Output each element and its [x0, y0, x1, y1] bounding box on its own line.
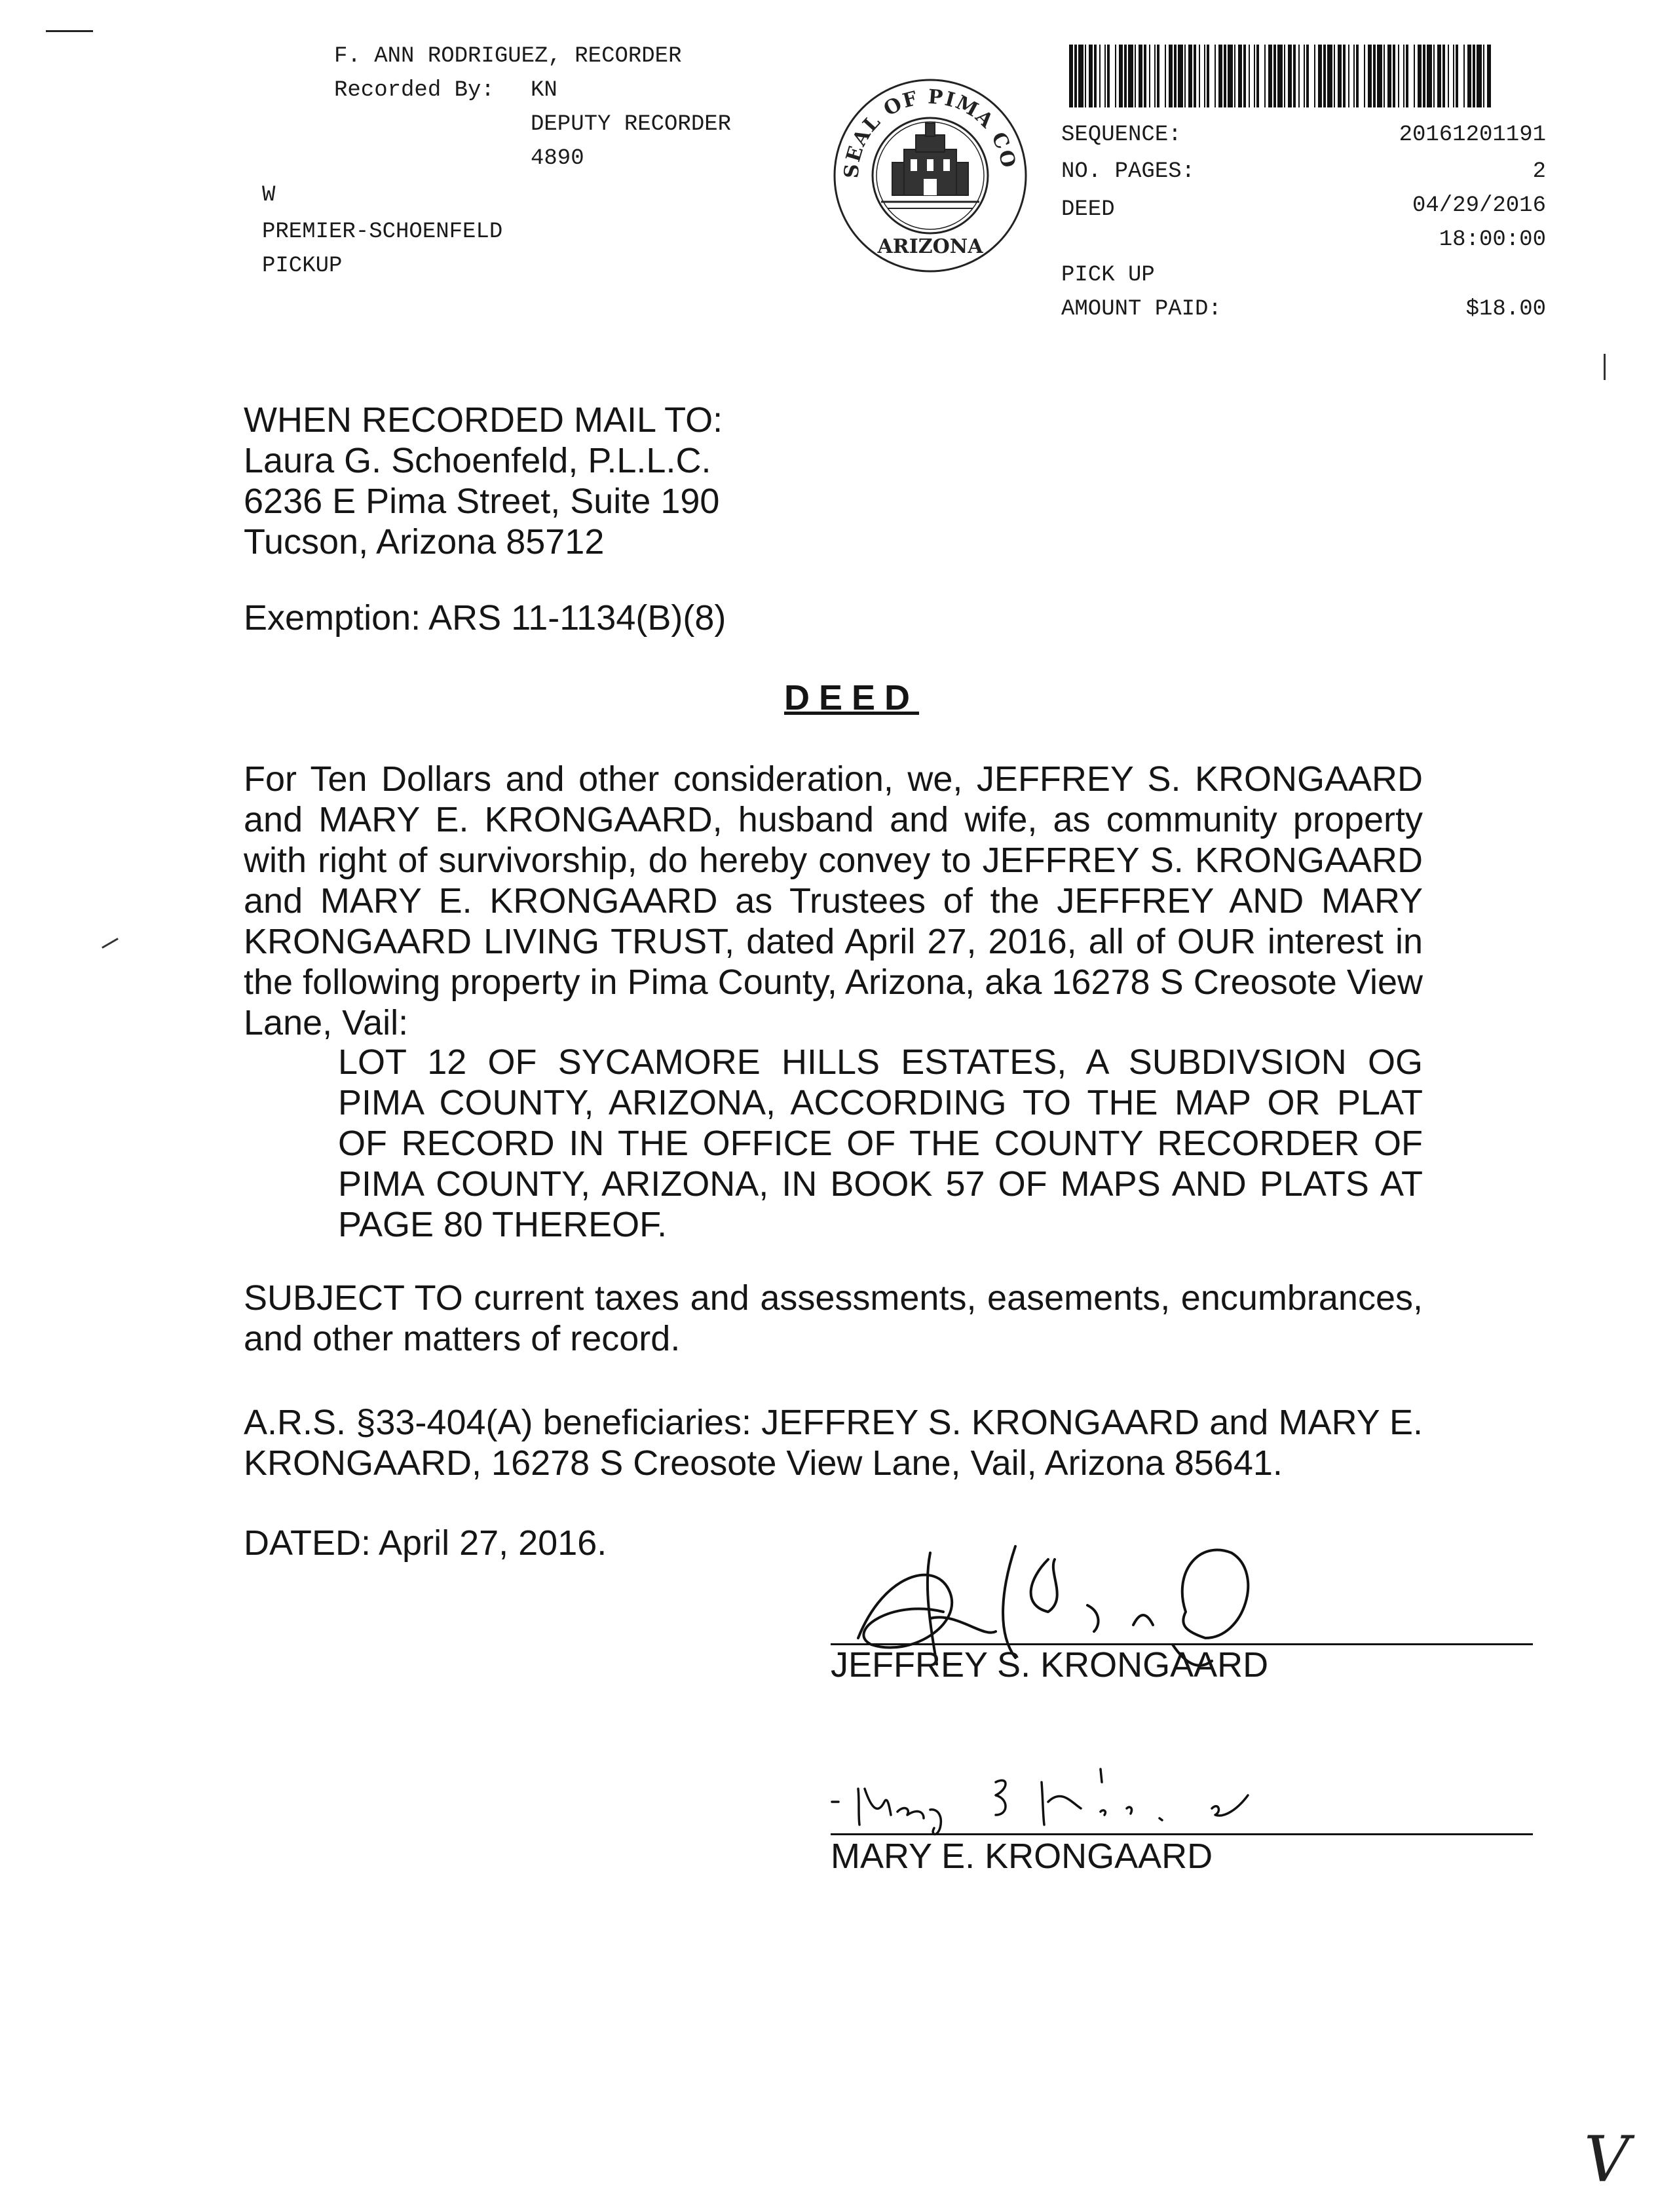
- barcode-bar: [1165, 45, 1166, 107]
- barcode-bar: [1194, 45, 1196, 107]
- conveyance-paragraph: For Ten Dollars and other consideration, we, JEFFREY S. KRONGAARD and MARY E. KRONGAARD, husband and wife, as community property with right of survivorship, do hereby convey to JEFFREY S. KRONGAARD and MARY E. KRONGAARD as Trustees of the JEFFREY AND MARY KRONGAARD LIVING TRUST, dated April 27, 2016, all of OUR interest in the following property in Pima County, Arizona, aka 16278 S Creosote View Lane, Vail:: [244, 759, 1423, 1042]
- barcode-bar: [1467, 45, 1471, 107]
- pages-label: NO. PAGES:: [1061, 159, 1196, 184]
- dated-line: DATED: April 27, 2016.: [244, 1523, 607, 1563]
- barcode-bar: [1104, 45, 1106, 107]
- barcode-bar: [1314, 45, 1315, 107]
- pickup-label: PICK UP: [1061, 263, 1155, 288]
- seal-text-top: SEAL OF PIMA CO: [840, 85, 1020, 180]
- recorder-name: F. ANN RODRIGUEZ, RECORDER: [334, 44, 682, 69]
- barcode-bar: [1348, 45, 1349, 107]
- barcode-bar: [1356, 45, 1359, 107]
- barcode-bar: [1306, 45, 1309, 107]
- barcode-bar: [1144, 45, 1146, 107]
- sequence-value: 20161201191: [1399, 123, 1546, 147]
- barcode-bar: [1238, 45, 1242, 107]
- barcode-bar: [1207, 45, 1209, 107]
- barcode-bar: [1318, 45, 1322, 107]
- subject-to-paragraph: SUBJECT TO current taxes and assessments, easements, encumbrances, and other matters of record.: [244, 1278, 1423, 1358]
- barcode-bar: [1477, 45, 1482, 107]
- signature-mary: [812, 1763, 1402, 1841]
- barcode-bar: [1085, 45, 1086, 107]
- legal-description: LOT 12 OF SYCAMORE HILLS ESTATES, A SUBDIVSION OG PIMA COUNTY, ARIZONA, ACCORDING TO THE MAP OR PLAT OF RECORD IN THE OFFICE OF THE COUNTY RECORDER OF PIMA COUNTY, ARIZONA, IN BOOK 57 OF MAPS AND PLATS AT PAGE 80 THEREOF.: [338, 1042, 1423, 1244]
- barcode-bar: [1199, 45, 1200, 107]
- barcode-bar: [1453, 45, 1454, 107]
- deputy-number: 4890: [531, 146, 584, 171]
- delivery-method: PICKUP: [262, 254, 343, 278]
- barcode-bar: [1433, 45, 1435, 107]
- barcode-bar: [1377, 45, 1382, 107]
- barcode-bar: [1268, 45, 1272, 107]
- barcode-bar: [1254, 45, 1255, 107]
- submitter: PREMIER-SCHOENFELD: [262, 219, 503, 244]
- barcode-bar: [1406, 45, 1408, 107]
- barcode-bar: [1169, 45, 1173, 107]
- barcode-bar: [1115, 45, 1116, 107]
- barcode-bar: [1304, 45, 1305, 107]
- barcode-bar: [1154, 45, 1156, 107]
- barcode-bar: [1298, 45, 1300, 107]
- recorder-mark: W: [262, 183, 276, 208]
- barcode-bar: [1427, 45, 1432, 107]
- barcode-bar: [1157, 45, 1159, 107]
- barcode: [1068, 45, 1494, 107]
- barcode-bar: [1393, 45, 1395, 107]
- barcode-bar: [1119, 45, 1123, 107]
- barcode-bar: [1387, 45, 1391, 107]
- barcode-bar: [1099, 45, 1101, 107]
- barcode-bar: [1284, 45, 1285, 107]
- barcode-bar: [1188, 45, 1192, 107]
- barcode-bar: [1487, 45, 1491, 107]
- mail-to-street: 6236 E Pima Street, Suite 190: [244, 482, 720, 521]
- barcode-bar: [1327, 45, 1332, 107]
- barcode-bar: [1204, 45, 1205, 107]
- recorded-by-label: Recorded By:: [334, 78, 495, 103]
- signer-name-1: JEFFREY S. KRONGAARD: [831, 1645, 1269, 1685]
- recording-time: 18:00:00: [1439, 227, 1546, 252]
- pages-value: 2: [1532, 159, 1546, 184]
- barcode-bar: [1483, 45, 1484, 107]
- seal-text-bottom: ARIZONA: [877, 235, 983, 258]
- barcode-bar: [1414, 45, 1415, 107]
- barcode-bar: [1178, 45, 1183, 107]
- county-seal: [832, 77, 1028, 274]
- barcode-bar: [1139, 45, 1142, 107]
- margin-dash: [46, 30, 93, 32]
- barcode-bar: [1149, 45, 1150, 107]
- barcode-bar: [1418, 45, 1422, 107]
- deputy-title: DEPUTY RECORDER: [531, 112, 732, 137]
- barcode-bar: [1373, 45, 1376, 107]
- barcode-bar: [1184, 45, 1186, 107]
- barcode-bar: [1364, 45, 1365, 107]
- barcode-bar: [1078, 45, 1083, 107]
- barcode-bar: [1384, 45, 1385, 107]
- barcode-bar: [1224, 45, 1226, 107]
- signer-name-2: MARY E. KRONGAARD: [831, 1837, 1213, 1876]
- barcode-bar: [1249, 45, 1250, 107]
- barcode-bar: [1442, 45, 1445, 107]
- barcode-bar: [1174, 45, 1177, 107]
- amount-value: $18.00: [1465, 297, 1546, 322]
- barcode-bar: [1368, 45, 1372, 107]
- mail-to-block: [244, 400, 1030, 562]
- barcode-bar: [1128, 45, 1133, 107]
- barcode-bar: [1334, 45, 1335, 107]
- barcode-bar: [1218, 45, 1222, 107]
- barcode-bar: [1094, 45, 1097, 107]
- barcode-bar: [1448, 45, 1449, 107]
- page-title: DEED: [783, 678, 920, 717]
- exemption: Exemption: ARS 11-1134(B)(8): [244, 598, 726, 638]
- barcode-bar: [1124, 45, 1127, 107]
- seal-graphic: [832, 77, 1028, 274]
- barcode-bar: [1264, 45, 1266, 107]
- barcode-bar: [1473, 45, 1475, 107]
- barcode-bar: [1215, 45, 1216, 107]
- recorder-block: [262, 39, 786, 288]
- amount-label: AMOUNT PAID:: [1061, 297, 1222, 322]
- barcode-bar: [1243, 45, 1246, 107]
- barcode-bar: [1277, 45, 1283, 107]
- barcode-bar: [1353, 45, 1355, 107]
- mail-to-name: Laura G. Schoenfeld, P.L.L.C.: [244, 441, 711, 480]
- barcode-bar: [1074, 45, 1077, 107]
- recording-info: [1061, 118, 1546, 328]
- margin-scribble: [102, 938, 119, 949]
- barcode-bar: [1288, 45, 1292, 107]
- barcode-bar: [1403, 45, 1404, 107]
- barcode-bar: [1089, 45, 1093, 107]
- document-type: DEED: [1061, 197, 1115, 222]
- barcode-bar: [1398, 45, 1399, 107]
- barcode-bar: [1437, 45, 1441, 107]
- barcode-bar: [1338, 45, 1342, 107]
- barcode-bar: [1293, 45, 1296, 107]
- signature-line-2: [831, 1833, 1533, 1835]
- barcode-bar: [1069, 45, 1073, 107]
- barcode-bar: [1234, 45, 1235, 107]
- sequence-label: SEQUENCE:: [1061, 123, 1182, 147]
- barcode-bar: [1107, 45, 1110, 107]
- barcode-bar: [1273, 45, 1276, 107]
- barcode-bar: [1135, 45, 1136, 107]
- mail-to-city: Tucson, Arizona 85712: [244, 522, 605, 562]
- barcode-bar: [1463, 45, 1465, 107]
- barcode-bar: [1256, 45, 1259, 107]
- barcode-graphic: [1068, 45, 1494, 107]
- recorded-by-value: KN: [531, 78, 557, 103]
- margin-tick: [1604, 354, 1606, 380]
- barcode-bar: [1343, 45, 1346, 107]
- recording-date: 04/29/2016: [1412, 193, 1546, 218]
- mail-to-heading: WHEN RECORDED MAIL TO:: [244, 400, 723, 440]
- barcode-bar: [1228, 45, 1233, 107]
- barcode-bar: [1323, 45, 1326, 107]
- page-mark: V: [1584, 2123, 1630, 2196]
- barcode-bar: [1423, 45, 1425, 107]
- beneficiaries-paragraph: A.R.S. §33-404(A) beneficiaries: JEFFREY S. KRONGAARD and MARY E. KRONGAARD, 16278 S Creosote View Lane, Vail, Arizona 85641.: [244, 1403, 1423, 1483]
- barcode-bar: [1456, 45, 1458, 107]
